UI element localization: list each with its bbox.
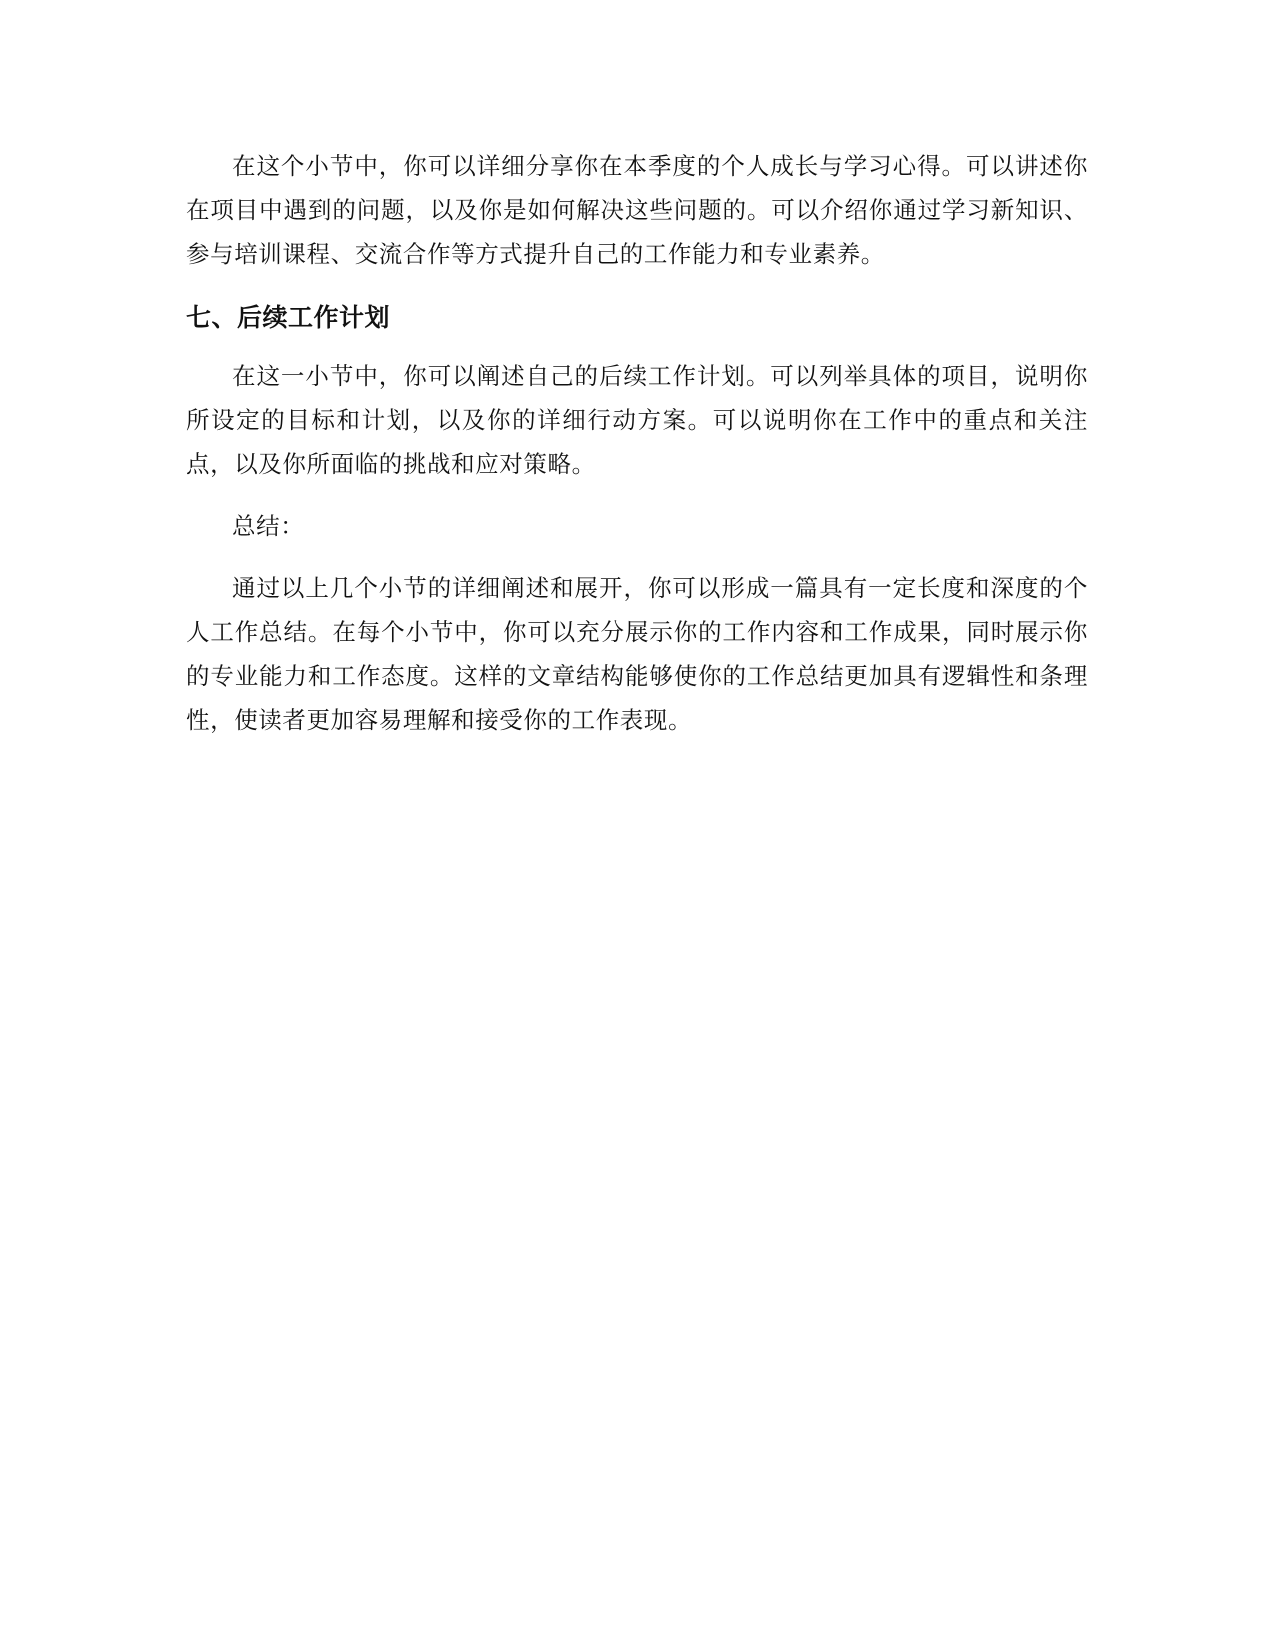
summary-paragraph: 通过以上几个小节的详细阐述和展开，你可以形成一篇具有一定长度和深度的个人工作总结。在每个小节中，你可以充分展示你的工作内容和工作成果，同时展示你的专业能力和工作态度。这样的文章结构能够使你的工作总结更加具有逻辑性和条理性，使读者更加容易理解和接受你的工作表现。 (186, 574, 1088, 734)
document-body (186, 144, 1088, 742)
growth-paragraph: 在这个小节中，你可以详细分享你在本季度的个人成长与学习心得。可以讲述你在项目中遇到的问题，以及你是如何解决这些问题的。可以介绍你通过学习新知识、参与培训课程、交流合作等方式提升自己的工作能力和专业素养。 (186, 152, 1088, 268)
plan-paragraph: 在这一小节中，你可以阐述自己的后续工作计划。可以列举具体的项目，说明你所设定的目标和计划，以及你的详细行动方案。可以说明你在工作中的重点和关注点，以及你所面临的挑战和应对策略。 (186, 362, 1088, 478)
section-heading-follow-up-plan: 七、后续工作计划 (186, 303, 391, 332)
summary-label: 总结： (232, 512, 305, 540)
